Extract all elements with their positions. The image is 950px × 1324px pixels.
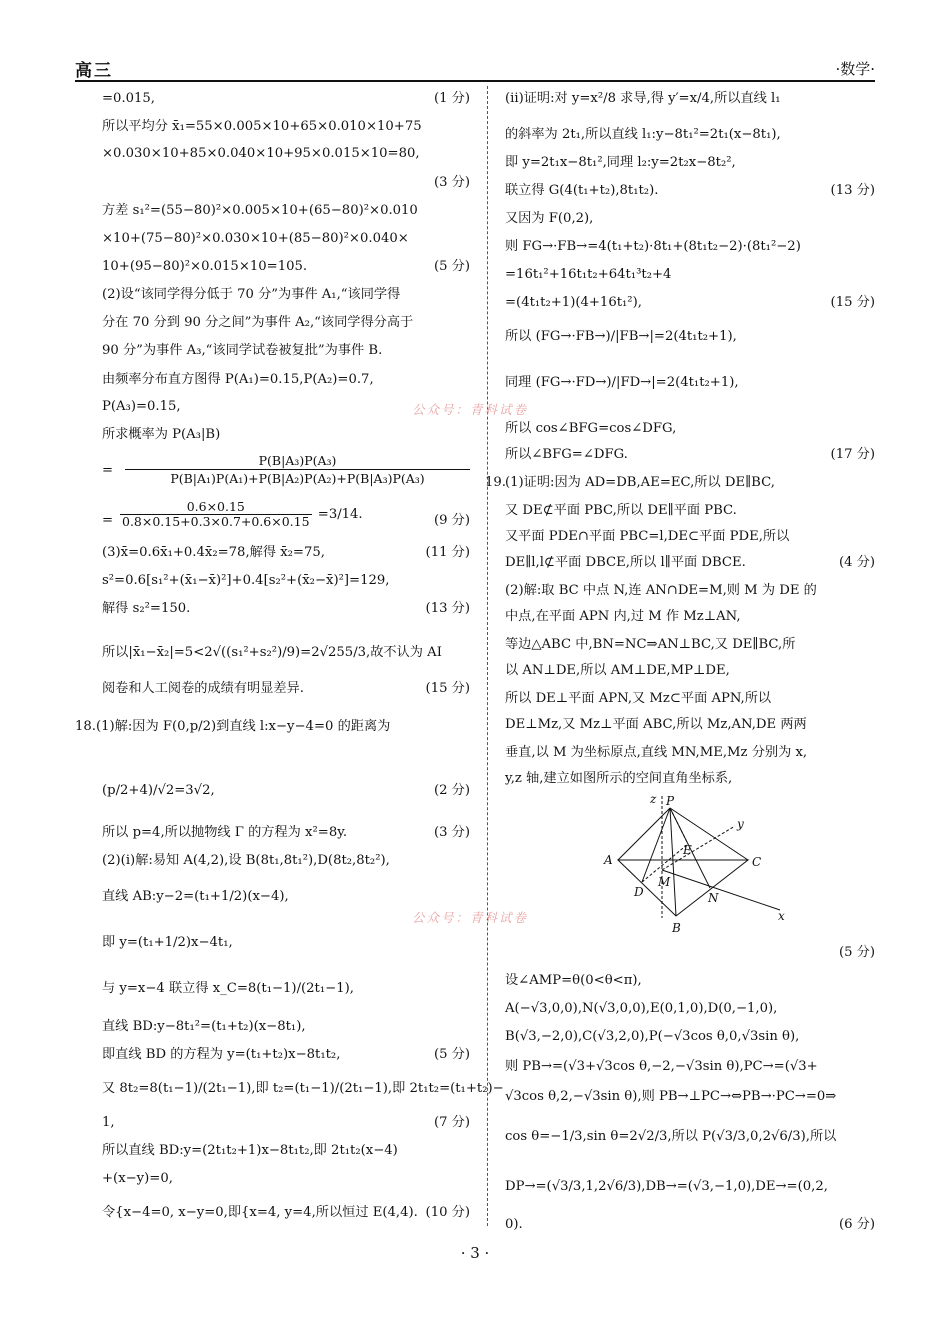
- line-text: (3)x̄=0.6x̄₁+0.4x̄₂=78,解得 x̄₂=75,: [102, 545, 325, 560]
- line-text: =: [102, 463, 114, 478]
- line-text: 垂直,以 M 为坐标原点,直线 MN,ME,Mz 分别为 x,: [505, 745, 808, 760]
- line-text: P(A₃)=0.15,: [102, 399, 181, 414]
- line-text: 又 8t₂=8(t₁−1)/(2t₁−1),即 t₂=(t₁−1)/(2t₁−1),即 2t₁t₂=(t₁+t₂)−: [102, 1081, 504, 1096]
- line-text: y,z 轴,建立如图所示的空间直角坐标系,: [505, 771, 733, 786]
- score-points: (11 分): [425, 545, 470, 560]
- line-text: 所以∠BFG=∠DFG.: [505, 447, 628, 462]
- label-a: A: [604, 853, 613, 867]
- score-points: (15 分): [425, 681, 470, 696]
- line-text: s²=0.6[s₁²+(x̄₁−x̄)²]+0.4[s₂²+(x̄₂−x̄)²]=129,: [102, 573, 390, 588]
- label-y: y: [737, 817, 744, 831]
- line-text: 中点,在平面 APN 内,过 M 作 Mz⊥AN,: [505, 609, 741, 624]
- watermark: 公众号：青科试卷: [412, 910, 529, 925]
- line-text: 同理 (FG→·FD→)/|FD→|=2(4t₁t₂+1),: [505, 375, 739, 390]
- question-number: 19.: [485, 475, 506, 490]
- line-text: 阅卷和人工阅卷的成绩有明显差异.: [102, 681, 305, 696]
- line-text: +(x−y)=0,: [102, 1171, 173, 1186]
- score-points: (5 分): [838, 945, 875, 960]
- watermark: 公众号：青科试卷: [412, 402, 529, 417]
- score-points: (3 分): [433, 175, 470, 190]
- line-text: 所以|x̄₁−x̄₂|=5<2√((s₁²+s₂²)/9)=2√255/3,故不认为 AI: [102, 645, 442, 660]
- bayes-formula: [125, 452, 470, 487]
- line-text: 90 分”为事件 A₃,“该同学试卷被复批”为事件 B.: [102, 343, 383, 358]
- line-text: 即直线 BD 的方程为 y=(t₁+t₂)x−8t₁t₂,: [102, 1047, 341, 1062]
- line-text: DE⊥Mz,又 Mz⊥平面 ABC,所以 Mz,AN,DE 两两: [505, 717, 807, 732]
- calc-formula: [118, 500, 363, 529]
- line-text: 令{x−4=0, x−y=0,即{x=4, y=4,所以恒过 E(4,4).: [102, 1205, 418, 1220]
- coordinate-figure: [600, 788, 790, 936]
- line-text: (p/2+4)/√2=3√2,: [102, 783, 215, 798]
- line-text: 所以 (FG→·FB→)/|FB→|=2(4t₁t₂+1),: [505, 329, 737, 344]
- line-text: 设∠AMP=θ(0<θ<π),: [505, 973, 642, 988]
- score-points: (9 分): [433, 513, 470, 528]
- label-d: D: [634, 885, 644, 899]
- line-text: 所以 p=4,所以抛物线 Γ 的方程为 x²=8y.: [102, 825, 348, 840]
- score-points: (7 分): [433, 1115, 470, 1130]
- line-text: √3cos θ,2,−√3sin θ),则 PB→⊥PC→⇔PB→·PC→=0⇒: [505, 1089, 837, 1104]
- line-text: ×0.030×10+85×0.040×10+95×0.015×10=80,: [102, 146, 420, 161]
- score-points: (1 分): [433, 91, 470, 106]
- label-n: N: [708, 891, 719, 905]
- line-text: =(4t₁t₂+1)(4+16t₁²),: [505, 295, 642, 310]
- line-text: A(−√3,0,0),N(√3,0,0),E(0,1,0),D(0,−1,0),: [505, 1001, 778, 1016]
- line-text: 方差 s₁²=(55−80)²×0.005×10+(65−80)²×0.010: [102, 203, 418, 218]
- line-text: (1)证明:因为 AD=DB,AE=EC,所以 DE∥BC,: [505, 475, 775, 490]
- line-text: 以 AN⊥DE,所以 AM⊥DE,MP⊥DE,: [505, 663, 730, 678]
- score-points: (2 分): [433, 783, 470, 798]
- line-text: 直线 BD:y−8t₁²=(t₁+t₂)(x−8t₁),: [102, 1019, 306, 1034]
- line-text: (2)解:取 BC 中点 N,连 AN∩DE=M,则 M 为 DE 的: [505, 583, 817, 598]
- page-number: · 3 ·: [460, 1244, 490, 1262]
- line-text: 又 DE⊄平面 PBC,所以 DE∥平面 PBC.: [505, 503, 737, 518]
- score-points: (5 分): [433, 259, 470, 274]
- line-text: 1,: [102, 1115, 115, 1130]
- subject-title: ·数学·: [835, 60, 875, 78]
- line-text: 所求概率为 P(A₃|B): [102, 427, 221, 442]
- page-header: [75, 52, 875, 82]
- label-p: P: [666, 794, 675, 808]
- line-text: 即 y=(t₁+1/2)x−4t₁,: [102, 935, 233, 950]
- line-text: cos θ=−1/3,sin θ=2√2/3,所以 P(√3/3,0,2√6/3),所以: [505, 1129, 837, 1144]
- line-text: 又因为 F(0,2),: [505, 211, 594, 226]
- label-z: z: [650, 792, 657, 806]
- line-text: 由频率分布直方图得 P(A₁)=0.15,P(A₂)=0.7,: [102, 372, 374, 387]
- line-text: DE∥l,l⊄平面 DBCE,所以 l∥平面 DBCE.: [505, 555, 746, 570]
- line-text: DP→=(√3/3,1,2√6/3),DB→=(√3,−1,0),DE→=(0,2,: [505, 1179, 828, 1194]
- line-text: 联立得 G(4(t₁+t₂),8t₁t₂).: [505, 183, 659, 198]
- line-text: 分在 70 分到 90 分之间”为事件 A₂,“该同学得分高于: [102, 315, 414, 330]
- score-points: (15 分): [830, 295, 875, 310]
- calc-numerator: 0.6×0.15: [120, 500, 312, 515]
- calc-denominator: 0.8×0.15+0.3×0.7+0.6×0.15: [122, 514, 310, 529]
- score-points: (17 分): [830, 447, 875, 462]
- line-text: =: [102, 513, 114, 528]
- grade-title: 高三: [75, 61, 113, 81]
- line-text: 10+(95−80)²×0.015×10=105.: [102, 259, 308, 274]
- line-text: 则 PB→=(√3+√3cos θ,−2,−√3sin θ),PC→=(√3+: [505, 1059, 818, 1074]
- line-text: ×10+(75−80)²×0.030×10+(85−80)²×0.040×: [102, 231, 409, 246]
- column-divider: [487, 86, 488, 1226]
- line-text: 直线 AB:y−2=(t₁+1/2)(x−4),: [102, 889, 289, 904]
- line-text: 所以直线 BD:y=(2t₁t₂+1)x−8t₁t₂,即 2t₁t₂(x−4): [102, 1143, 398, 1158]
- score-points: (4 分): [838, 555, 875, 570]
- label-c: C: [752, 855, 762, 869]
- score-points: (10 分): [425, 1205, 470, 1220]
- label-e: E: [683, 843, 692, 857]
- line-text: =0.015,: [102, 91, 155, 106]
- line-text: 与 y=x−4 联立得 x_C=8(t₁−1)/(2t₁−1),: [102, 981, 354, 996]
- score-points: (13 分): [425, 601, 470, 616]
- line-text: 所以平均分 x̄₁=55×0.005×10+65×0.010×10+75: [102, 119, 422, 134]
- score-points: (3 分): [433, 825, 470, 840]
- line-text: (2)(i)解:易知 A(4,2),设 B(8t₁,8t₁²),D(8t₂,8t₂²),: [102, 853, 390, 868]
- label-x: x: [778, 909, 785, 923]
- line-text: 即 y=2t₁x−8t₁²,同理 l₂:y=2t₂x−8t₂²,: [505, 155, 736, 170]
- line-text: 又平面 PDE∩平面 PBC=l,DE⊂平面 PDE,所以: [505, 529, 790, 544]
- label-b: B: [672, 921, 681, 935]
- line-text: 的斜率为 2t₁,所以直线 l₁:y−8t₁²=2t₁(x−8t₁),: [505, 127, 781, 142]
- line-text: =16t₁²+16t₁t₂+64t₁³t₂+4: [505, 267, 672, 282]
- score-points: (6 分): [838, 1217, 875, 1232]
- line-text: 18.(1)解:因为 F(0,p/2)到直线 l:x−y−4=0 的距离为: [75, 719, 391, 734]
- x-axis: [662, 870, 780, 910]
- score-points: (13 分): [830, 183, 875, 198]
- line-text: 等边△ABC 中,BN=NC⇒AN⊥BC,又 DE∥BC,所: [505, 637, 796, 652]
- score-points: (5 分): [433, 1047, 470, 1062]
- edge-pc: [670, 808, 748, 860]
- line-text: (ii)证明:对 y=x²/8 求导,得 y′=x/4,所以直线 l₁: [505, 91, 781, 106]
- label-m: M: [658, 875, 671, 889]
- bayes-numerator: P(B|A₃)P(A₃): [125, 452, 470, 470]
- calc-result: =3/14.: [317, 507, 363, 522]
- line-text: 所以 cos∠BFG=cos∠DFG,: [505, 421, 677, 436]
- line-text: 所以 DE⊥平面 APN,又 Mz⊂平面 APN,所以: [505, 691, 772, 706]
- line-text: B(√3,−2,0),C(√3,2,0),P(−√3cos θ,0,√3sin θ),: [505, 1029, 800, 1044]
- line-text: 解得 s₂²=150.: [102, 601, 191, 616]
- line-text: 0).: [505, 1217, 523, 1232]
- line-text: (2)设“该同学得分低于 70 分”为事件 A₁,“该同学得: [102, 287, 401, 302]
- line-text: 则 FG→·FB→=4(t₁+t₂)·8t₁+(8t₁t₂−2)·(8t₁²−2): [505, 239, 801, 254]
- bayes-denominator: P(B|A₁)P(A₁)+P(B|A₂)P(A₂)+P(B|A₃)P(A₃): [170, 471, 425, 486]
